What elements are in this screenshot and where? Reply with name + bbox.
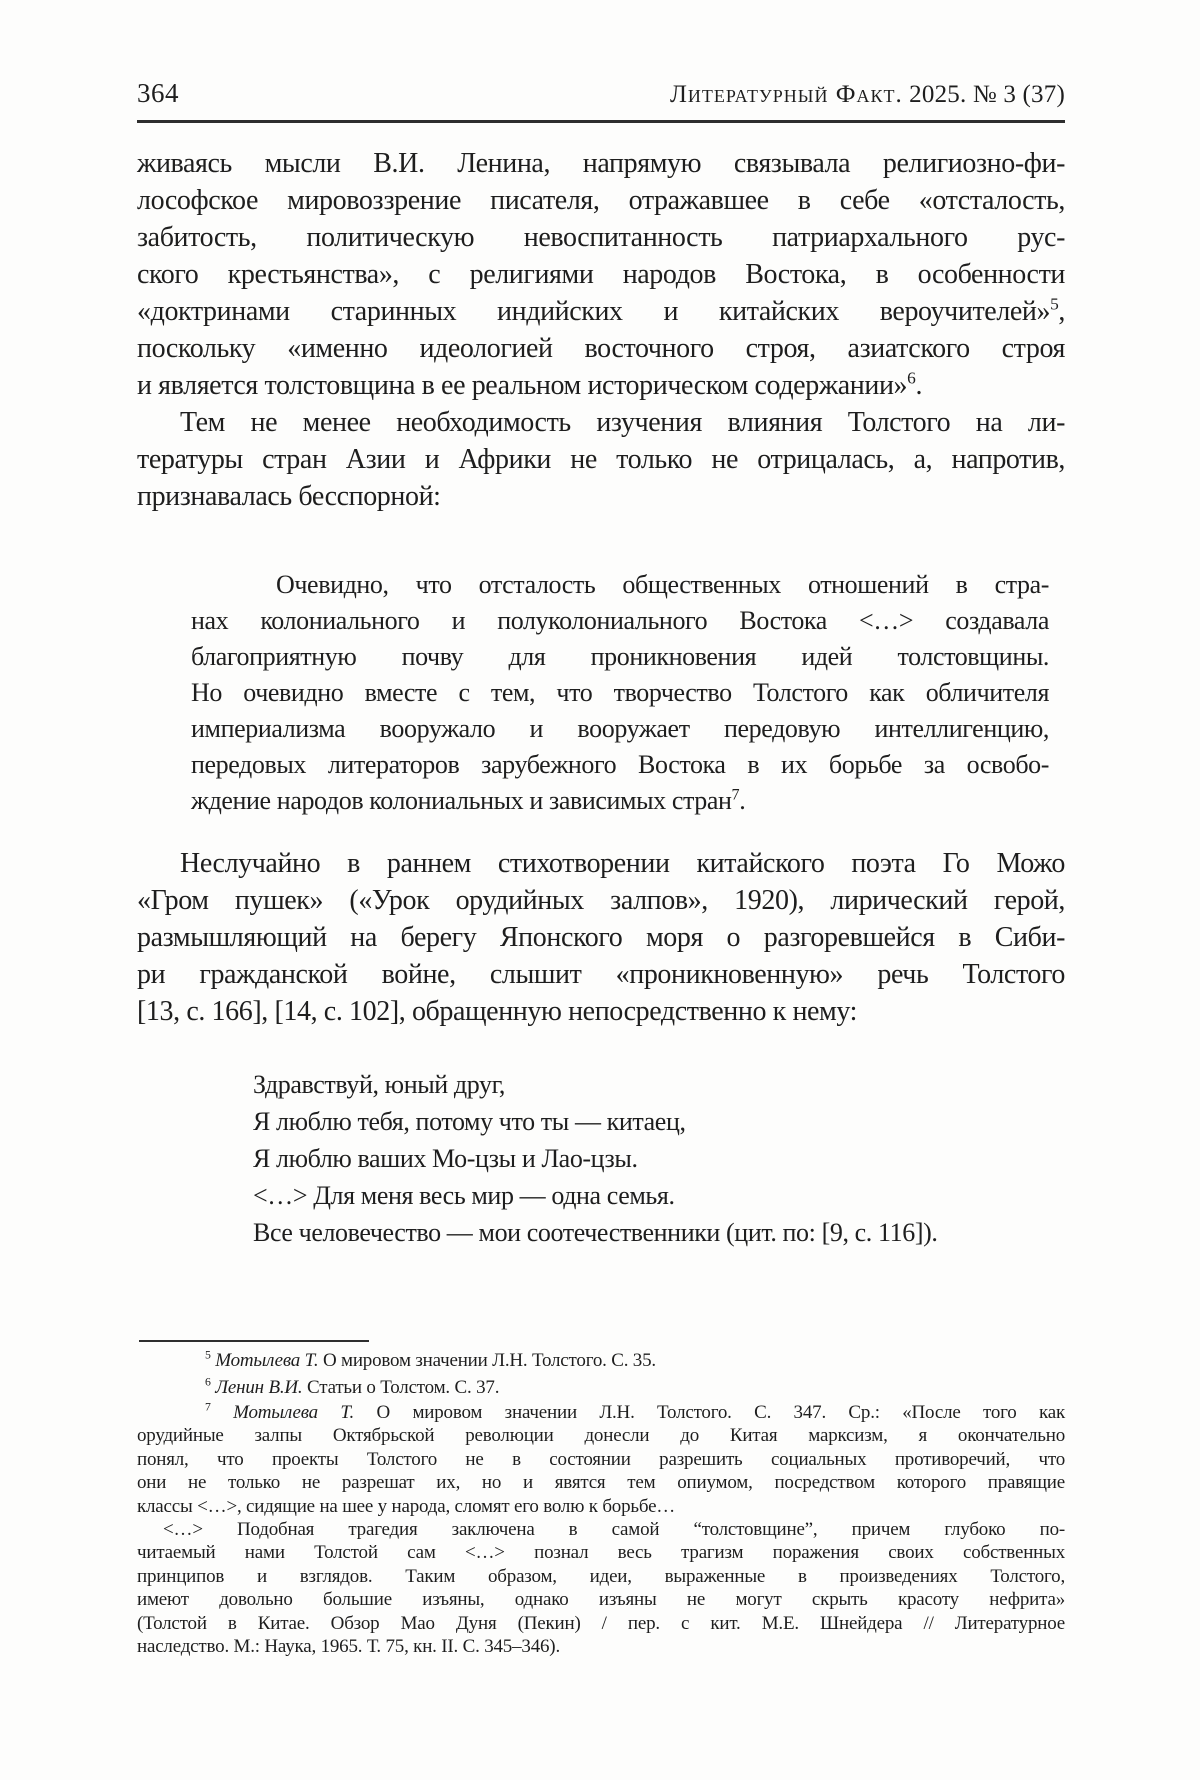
- text-line: тературы стран Азии и Африки не только не отрицалась, а, напротив,: [137, 444, 1065, 475]
- text-line: поскольку «именно идеологией восточного строя, азиатского строя: [137, 333, 1065, 364]
- text-line: классы <…>, сидящие на шее у народа, сломят его волю к борьбе…: [137, 1495, 676, 1517]
- text-line: империализма вооружало и вооружает передовую интеллигенцию,: [191, 714, 1049, 743]
- text-line: лософское мировоззрение писателя, отражавшее в себе «отсталость,: [137, 185, 1065, 216]
- text-line: <…> Для меня весь мир — одна семья.: [253, 1181, 675, 1210]
- header-rule: [137, 120, 1065, 123]
- text-line: Я люблю ваших Мо-цзы и Лао-цзы.: [253, 1144, 638, 1173]
- footnote-5: [137, 1347, 1065, 1374]
- journal-title-smallcaps: Литературный Факт.: [669, 81, 903, 108]
- text-line: ского крестьянства», с религиями народов Востока, в особенности: [137, 259, 1065, 290]
- footnote-7: [137, 1401, 1065, 1658]
- page-number: 364: [137, 78, 179, 108]
- text-line: Очевидно, что отсталость общественных отношений в стра-: [276, 570, 1049, 599]
- text-line: признавалась бесспорной:: [137, 481, 441, 512]
- text-line: живаясь мысли В.И. Ленина, напрямую связывала религиозно-фи-: [137, 148, 1065, 179]
- text-line: $^6$ Ленин В.И. Статьи о Толстом. С. 37.: [205, 1375, 500, 1398]
- page-header: [137, 78, 1065, 109]
- text-line: Но очевидно вместе с тем, что творчество Толстого как обличителя: [191, 678, 1049, 707]
- block-quote: [191, 567, 1049, 819]
- text-line: благоприятную почву для проникновения идей толстовщины.: [191, 642, 1049, 671]
- footnotes-section: [137, 1347, 1065, 1658]
- paragraph-continuation: [137, 145, 1065, 404]
- text-line: Тем не менее необходимость изучения влияния Толстого на ли-: [180, 407, 1065, 438]
- text-line: наследство. М.: Наука, 1965. Т. 75, кн. II. С. 345–346).: [137, 1636, 560, 1658]
- paragraph-three: [137, 845, 1065, 1030]
- journal-title: [670, 81, 1065, 109]
- text-line: ждение народов колониальных и зависимых стран$^7$.: [191, 786, 746, 815]
- poem-quote: [253, 1066, 1065, 1251]
- paragraph-two: [137, 404, 1065, 515]
- text-line: «Гром пушек» («Урок орудийных залпов», 1920), лирический герой,: [137, 885, 1065, 916]
- text-line: $^5$ Мотылева Т. О мировом значении Л.Н. Толстого. С. 35.: [205, 1348, 656, 1371]
- text-line: ри гражданской войне, слышит «проникновенную» речь Толстого: [137, 959, 1065, 990]
- text-line: и является толстовщина в ее реальном историческом содержании»$^6$.: [137, 368, 923, 401]
- page-body: [137, 145, 1065, 1251]
- text-line: $^7$ Мотылева Т. О мировом значении Л.Н. Толстого. С. 347. Ср.: «После того как: [205, 1400, 1065, 1423]
- text-line: они не только не разрешат их, но и явятся тем опиумом, посредством которого правящие: [137, 1472, 1065, 1494]
- journal-issue: 2025. № 3 (37): [902, 81, 1065, 108]
- text-line: размышляющий на берегу Японского моря о разгоревшейся в Сиби-: [137, 922, 1065, 953]
- text-line: Здравствуй, юный друг,: [253, 1070, 506, 1099]
- text-line: Я люблю тебя, потому что ты — китаец,: [253, 1107, 686, 1136]
- text-line: «доктринами старинных индийских и китайских вероучителей»$^5$,: [137, 294, 1065, 327]
- text-line: читаемый нами Толстой сам <…> познал весь трагизм поражения своих собственных: [137, 1542, 1065, 1564]
- text-line: передовых литераторов зарубежного Востока в их борьбе за освобо-: [191, 750, 1049, 779]
- footnote-rule: [139, 1340, 369, 1342]
- text-line: орудийные залпы Октябрьской революции донесли до Китая марксизм, я окончательно: [137, 1425, 1065, 1447]
- text-line: Неслучайно в раннем стихотворении китайского поэта Го Можо: [180, 848, 1065, 879]
- footnote-6: [137, 1374, 1065, 1401]
- text-line: имеют довольно большие изъяны, однако изъяны не могут скрыть красоту нефрита»: [137, 1589, 1065, 1611]
- text-line: понял, что проекты Толстого не в состоянии разрешить социальных противоречий, что: [137, 1448, 1065, 1470]
- text-line: Все человечество — мои соотечественники (цит. по: [9, с. 116]).: [253, 1218, 938, 1247]
- text-line: принципов и взглядов. Таким образом, идеи, выраженные в произведениях Толстого,: [137, 1565, 1065, 1587]
- text-line: забитость, политическую невоспитанность патриархального рус-: [137, 222, 1065, 253]
- text-line: [13, с. 166], [14, с. 102], обращенную непосредственно к нему:: [137, 996, 857, 1027]
- text-line: (Толстой в Китае. Обзор Мао Дуня (Пекин) / пер. с кит. М.Е. Шнейдера // Литературное: [137, 1612, 1065, 1634]
- text-line: нах колониального и полуколониального Востока <…> создавала: [191, 606, 1049, 635]
- text-line: <…> Подобная трагедия заключена в самой “толстовщине”, причем глубоко по-: [163, 1519, 1065, 1541]
